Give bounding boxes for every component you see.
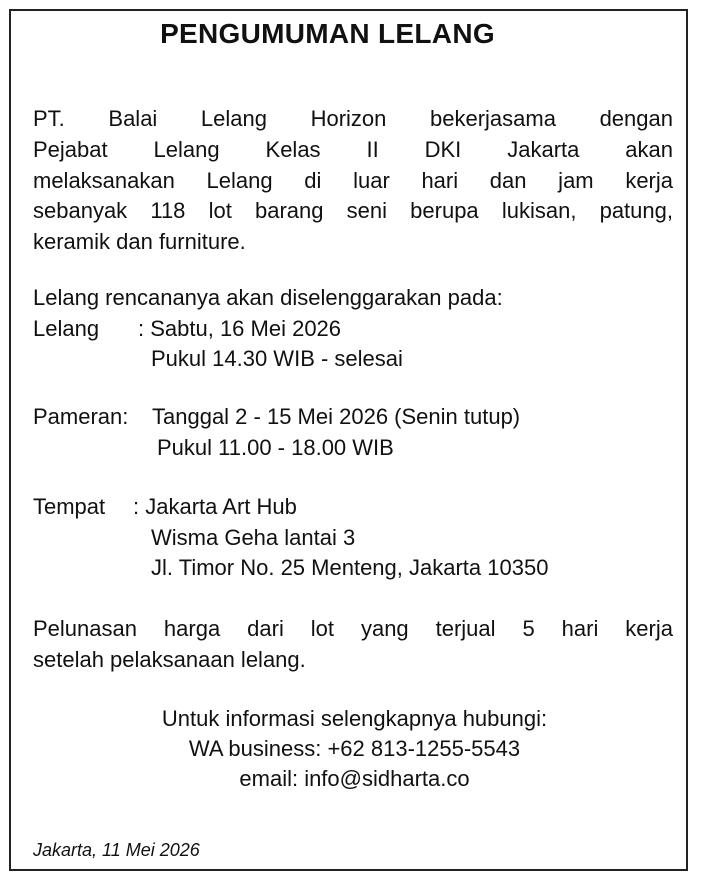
place-date: Jakarta, 11 Mei 2026 [33, 840, 200, 860]
intro-line-5: keramik dan furniture. [33, 229, 246, 254]
intro-line-1: PT. Balai Lelang Horizon bekerjasama dengan [33, 106, 673, 131]
schedule-lead: Lelang rencananya akan diselenggarakan pada: [33, 285, 503, 310]
page-title: PENGUMUMAN LELANG [160, 18, 495, 49]
contact-lead: Untuk informasi selengkapnya hubungi: [161, 706, 548, 731]
intro-line-4: sebanyak 118 lot barang seni berupa lukisan, patung, [33, 198, 673, 223]
tempat-label: Tempat [33, 494, 106, 519]
tempat-venue: : Jakarta Art Hub [133, 494, 297, 519]
intro-line-2: Pejabat Lelang Kelas II DKI Jakarta akan [33, 137, 673, 162]
pameran-label: Pameran: [33, 404, 129, 429]
lelang-time: Pukul 14.30 WIB - selesai [151, 346, 403, 371]
pameran-date: Tanggal 2 - 15 Mei 2026 (Senin tutup) [152, 404, 521, 429]
intro-line-3: melaksanakan Lelang di luar hari dan jam kerja [33, 168, 673, 193]
contact-email: email: info@sidharta.co [239, 766, 470, 791]
payment-line-2: setelah pelaksanaan lelang. [33, 647, 306, 672]
tempat-building: Wisma Geha lantai 3 [151, 525, 356, 550]
pameran-time: Pukul 11.00 - 18.00 WIB [157, 435, 394, 460]
tempat-address: Jl. Timor No. 25 Menteng, Jakarta 10350 [151, 555, 549, 580]
lelang-label: Lelang [33, 316, 100, 341]
lelang-date: : Sabtu, 16 Mei 2026 [138, 316, 342, 341]
payment-line-1: Pelunasan harga dari lot yang terjual 5 hari kerja [33, 616, 673, 641]
contact-wa: WA business: +62 813-1255-5543 [188, 736, 521, 761]
